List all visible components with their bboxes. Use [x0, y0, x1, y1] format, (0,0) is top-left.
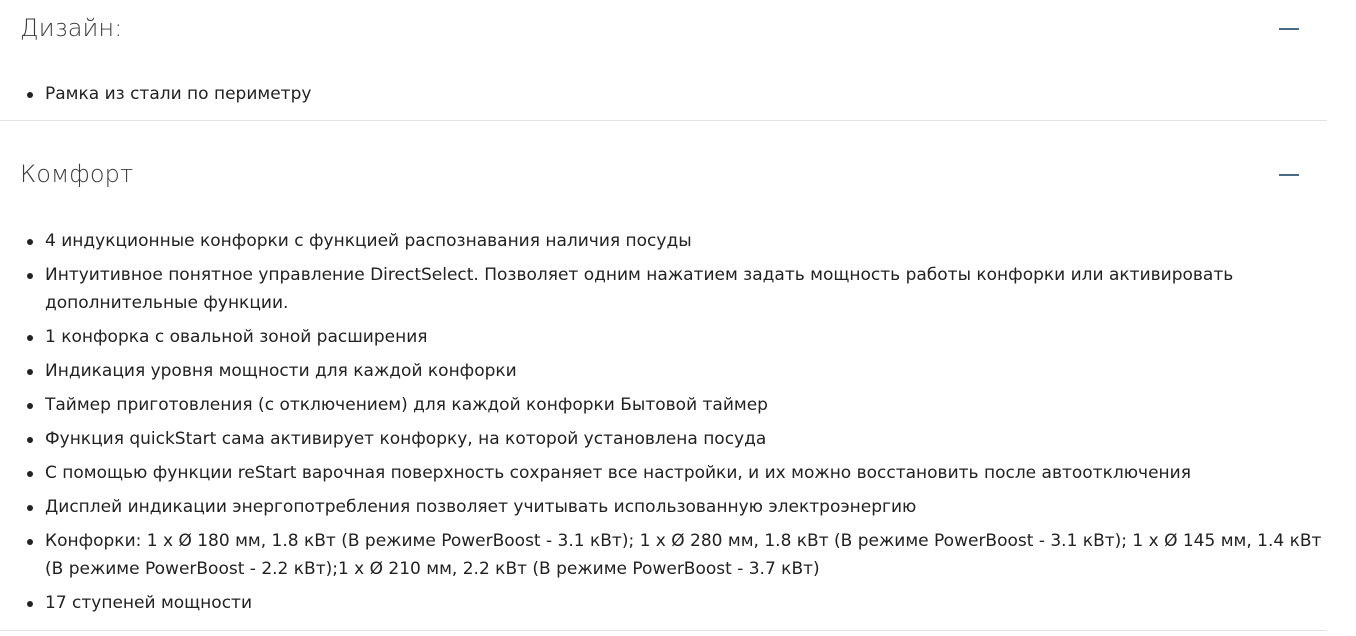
feature-list-design	[0, 80, 1327, 114]
collapse-minus-icon[interactable]	[1279, 18, 1299, 38]
list-item: Рамка из стали по периметру	[45, 80, 1327, 108]
list-item: Интуитивное понятное управление DirectSelect. Позволяет одним нажатием задать мощность работы конфорки или активировать дополнительные функции.	[45, 261, 1327, 317]
section-design-header[interactable]	[20, 8, 1299, 48]
list-item: 1 конфорка с овальной зоной расширения	[45, 323, 1327, 351]
collapse-minus-icon[interactable]	[1279, 164, 1299, 184]
list-item: Дисплей индикации энергопотребления позволяет учитывать использованную электроэнергию	[45, 493, 1327, 521]
list-item: 4 индукционные конфорки с функцией распознавания наличия посуды	[45, 227, 1327, 255]
section-title: Комфорт	[20, 160, 134, 188]
list-item: Индикация уровня мощности для каждой конфорки	[45, 357, 1327, 385]
section-comfort-header[interactable]	[20, 154, 1299, 194]
list-item: Конфорки: 1 x Ø 180 мм, 1.8 кВт (В режиме PowerBoost - 3.1 кВт); 1 x Ø 280 мм, 1.8 кВт (В режиме PowerBoost - 3.1 кВт); 1 x Ø 145 мм, 1.4 кВт (В режиме PowerBoost - 2.2 кВт);1 x Ø 210 мм, 2.2 кВт (В режиме PowerBoost - 3.7 кВт)	[45, 527, 1327, 583]
section-title: Дизайн:	[20, 14, 123, 42]
feature-list-comfort	[0, 227, 1327, 623]
list-item: Функция quickStart сама активирует конфорку, на которой установлена посуда	[45, 425, 1327, 453]
section-design	[0, 0, 1327, 121]
section-comfort	[0, 121, 1327, 631]
list-item: 17 ступеней мощности	[45, 589, 1327, 617]
list-item: С помощью функции reStart варочная поверхность сохраняет все настройки, и их можно восстановить после автоотключения	[45, 459, 1327, 487]
list-item: Таймер приготовления (с отключением) для каждой конфорки Бытовой таймер	[45, 391, 1327, 419]
